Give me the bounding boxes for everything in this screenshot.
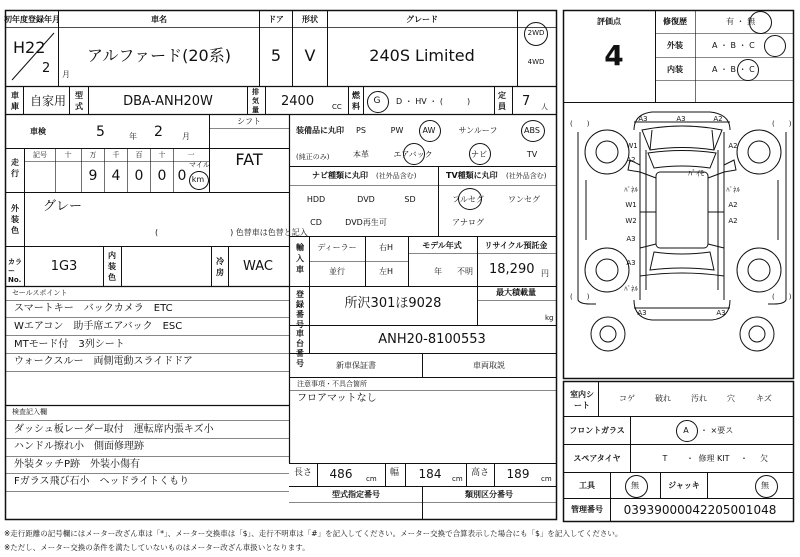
recycle-value: 18,290 (489, 262, 535, 277)
recycle-label: リサイクル預託金 (484, 241, 548, 250)
mark-label: 記号 (33, 151, 47, 159)
damage-mark: A3 (626, 235, 636, 243)
glass-label: フロントガラス (569, 426, 625, 435)
seat-kizu: キズ (756, 394, 772, 403)
tv-fullseg: フルセグ (452, 195, 484, 204)
cooler-value: WAC (243, 259, 273, 274)
damage-mark: A3 (626, 259, 636, 267)
tv-oneseg: ワンセグ (508, 195, 540, 204)
type-no-label: 型式指定番号 (332, 490, 380, 499)
unit-ichi: 一 (187, 151, 195, 159)
length-label: 長さ (294, 468, 313, 478)
chassis-value: ANH20-8100553 (378, 332, 486, 347)
reg-era: H22 (13, 38, 46, 57)
caution-text: フロアマットなし (297, 393, 377, 404)
reg-year-label: 初年度登録年月 (4, 15, 60, 24)
seat-yogore: 汚れ (691, 394, 707, 403)
equip-ps: PS (356, 126, 366, 135)
import-dealer: ディーラー (317, 243, 357, 252)
damage-mark: A3 (676, 115, 686, 123)
damage-mark: ﾊﾟﾈﾙ (624, 285, 638, 293)
digit-3: 0 (134, 168, 144, 184)
equip-sunroof: サンルーフ (458, 126, 498, 135)
model-value: DBA-ANH20W (123, 94, 213, 109)
damage-mark: W1 (626, 142, 638, 150)
seat-koge: コゲ (619, 394, 635, 403)
interior-circle (737, 59, 759, 81)
fuel-label: 燃料 (352, 91, 360, 111)
damage-mark: W2 (625, 217, 637, 225)
unit-sen: 千 (112, 151, 120, 159)
caution-label: 注意事項・不具合箇所 (297, 380, 367, 388)
registration-value: 所沢301ほ9028 (344, 296, 442, 311)
navi-dvd: DVD (357, 195, 375, 204)
jack-value: 無 (761, 481, 769, 490)
displacement: 2400 (281, 94, 315, 109)
import-label: 輸入車 (296, 243, 304, 274)
tool-label: 工具 (579, 481, 595, 490)
repair-circle (749, 11, 772, 34)
spare-missing: 欠 (760, 454, 768, 463)
displacement-label: 排気量 (252, 88, 259, 114)
mgmt-value: 03939000042205001048 (623, 503, 777, 517)
color-no-value: 1G3 (50, 259, 78, 274)
equipment-label: 装備品に丸印 (296, 126, 344, 135)
inspection-year: 5 (96, 124, 105, 140)
height-cm: cm (541, 475, 552, 483)
navi-sub: (社外品含む) (376, 172, 417, 180)
model-label: 型式 (75, 91, 83, 111)
use-value: 自家用 (30, 94, 67, 108)
damage-mark: A2 (728, 217, 738, 225)
exterior-label: 外装 (667, 41, 683, 50)
navi-cd: CD (310, 218, 322, 227)
digit-4: 0 (157, 168, 167, 184)
damage-mark: ﾊﾟﾈﾙ (624, 186, 638, 194)
interior-color-label: 内装色 (108, 251, 116, 282)
height-value: 189 (506, 467, 530, 481)
inspector-line-3: 外装タッチP跡 外装小傷有 (14, 459, 141, 470)
digit-5: 0 (177, 168, 187, 184)
model-year-unknown: 不明 (457, 267, 473, 276)
equip-abs: ABS (524, 126, 540, 135)
glass-a: A (683, 426, 689, 435)
doors: 5 (270, 46, 282, 65)
person-unit: 人 (541, 103, 548, 111)
length-cm: cm (366, 475, 377, 483)
exterior-options: A ・ B ・ C (712, 41, 755, 50)
unit-man: 万 (89, 151, 97, 159)
drive-4wd: 4WD (527, 58, 545, 66)
width-cm: cm (452, 475, 463, 483)
damage-mark: A2 (713, 115, 723, 123)
damage-mark: A2 (728, 142, 738, 150)
interior-label: 内装 (667, 65, 683, 74)
width-label: 幅 (390, 468, 400, 478)
center-mark: ﾊﾞｲﾓ (688, 169, 704, 178)
sales-line-2: Wエアコン 助手席エアバック ESC (14, 321, 183, 332)
body-shape: V (304, 46, 316, 65)
cooler-label: 冷房 (216, 257, 224, 277)
grade-value: 240S Limited (369, 46, 475, 65)
repair-label: 修復歴 (663, 17, 687, 26)
color-note: ( ) 色替車は色替と記入 (155, 228, 308, 237)
footer-line-1: ※走行距離の記号欄にはメーター改ざん車は「*」、メーター交換車は「$」、走行不明車は「#」を記入してください。メーター交換で合算表示した場合にも「$」を記入してください。 (4, 529, 623, 538)
inspection-month-unit: 月 (182, 132, 190, 141)
equip-navi: ナビ (471, 150, 487, 159)
spare-label: スペアタイヤ (573, 454, 621, 463)
navi-hdd: HDD (306, 195, 326, 204)
equip-airbag: エアバック (393, 150, 433, 159)
spare-sep1: ・ (686, 454, 694, 463)
inspection-month: 2 (154, 124, 163, 140)
equip-tv: TV (526, 150, 538, 159)
mgmt-label: 管理番号 (571, 505, 603, 514)
warranty-label: 新車保証書 (336, 361, 376, 370)
tv-analog: アナログ (452, 218, 484, 227)
shape-label: 形状 (302, 15, 318, 24)
year-unit: 年 (129, 132, 137, 141)
reg-month: 2 (42, 61, 51, 76)
navi-label: ナビ種類に丸印 (312, 171, 368, 180)
equip-aw: AW (422, 126, 436, 135)
seat-yabure: 破れ (655, 394, 671, 403)
spare-sep2: ・ (740, 454, 748, 463)
sales-line-4: ウォークスルー 両側電動スライドドア (14, 356, 193, 367)
import-right: 右H (378, 243, 394, 252)
mileage-label: 走行 (11, 158, 19, 178)
grade-label: グレード (406, 15, 438, 24)
class-no-label: 類別区分番号 (465, 490, 513, 499)
inspector-line-4: Fガラス飛び石小 ヘッドライトくもり (14, 476, 190, 487)
score-value: 4 (604, 39, 624, 72)
capacity: 7 (522, 94, 531, 109)
tool-value: 無 (631, 481, 639, 490)
damage-mark: W1 (625, 201, 637, 209)
glass-rest: ・ ×要ス (700, 426, 734, 435)
manual-label: 車両取説 (473, 361, 505, 370)
digit-2: 4 (111, 168, 121, 184)
color-value: グレー (43, 199, 83, 214)
damage-mark: A3 (637, 309, 647, 317)
width-value: 184 (418, 467, 442, 481)
car-name: アルファード(20系) (87, 46, 231, 65)
capacity-label: 定員 (498, 91, 506, 111)
km-label: km (191, 175, 205, 184)
unit-hyaku: 百 (135, 151, 143, 159)
model-year-unit: 年 (434, 267, 442, 276)
import-left: 左H (378, 267, 394, 276)
month-unit: 月 (62, 70, 70, 79)
color-no-label: カラーNo. (8, 258, 22, 284)
sales-line-1: スマートキー バックカメラ ETC (14, 303, 173, 314)
exterior-circle (764, 35, 786, 57)
length-value: 486 (329, 467, 353, 481)
height-label: 高さ (471, 468, 490, 478)
tv-sub: (社外品含む) (506, 172, 547, 180)
damage-mark: A2 (728, 201, 738, 209)
damage-mark: ﾊﾟﾈﾙ (726, 186, 740, 194)
color-label: 外装色 (11, 204, 19, 235)
footer-line-2: ※ただし、メーター交換の条件を満たしていないものはメーター改ざん車扱いとなります。 (4, 543, 310, 552)
paren-br: ( ) (772, 293, 792, 301)
equipment-sub: (純正のみ) (296, 153, 330, 161)
spare-kit: 修理 KIT (698, 454, 730, 463)
fuel-g: G (373, 96, 381, 106)
spare-t: T (662, 454, 668, 463)
unit-10man: 十 (64, 151, 72, 159)
import-parallel: 並行 (329, 267, 345, 276)
sales-line-3: MTモード付 3列シート (14, 339, 125, 350)
fuel-options: D ・ HV ・ ( ) (396, 97, 471, 106)
score-label: 評価点 (597, 17, 621, 26)
paren-bl: ( ) (570, 293, 590, 301)
car-diagram (578, 112, 786, 351)
door-label: ドア (268, 15, 284, 24)
registration-label: 登録番号 (296, 290, 304, 329)
equip-pw: PW (390, 126, 404, 135)
tv-label: TV種類に丸印 (446, 171, 498, 180)
jack-label: ジャッキ (668, 481, 700, 490)
inspector-line-2: ハンドル擦れ小 側面修理跡 (14, 441, 144, 452)
inspection-label: 車検 (30, 127, 46, 136)
shift-label: シフト (237, 117, 261, 126)
damage-mark: A3 (638, 115, 648, 123)
navi-sd: SD (404, 195, 416, 204)
recycle-yen: 円 (541, 269, 549, 278)
mile-label: マイル (189, 161, 210, 169)
unit-juu: 十 (158, 151, 166, 159)
damage-mark: A2 (626, 156, 636, 164)
chassis-label: 車台番号 (296, 329, 304, 368)
paren-tl: ( ) (570, 120, 590, 128)
seat-ana: 穴 (727, 394, 735, 403)
equip-leather: 本革 (353, 150, 369, 159)
interior-options: A ・ B ・ C (712, 65, 755, 74)
car-name-label: 車名 (151, 15, 167, 24)
damage-mark: A3 (716, 309, 726, 317)
paren-tr: ( ) (772, 120, 792, 128)
seat-label: 室内シート (570, 390, 594, 410)
inspector-label: 検査記入欄 (12, 408, 47, 416)
use-label: 車庫 (11, 91, 19, 111)
drive-2wd: 2WD (527, 29, 545, 37)
max-load-label: 最大積載量 (496, 288, 536, 297)
digit-1: 9 (88, 168, 98, 184)
sales-point-label: セールスポイント (12, 289, 68, 297)
navi-dvd-play: DVD再生可 (345, 218, 387, 227)
max-load-kg: kg (545, 314, 554, 322)
shift-value: FAT (235, 150, 263, 169)
inspector-line-1: ダッシュ板レーダー取付 運転席内張キズ小 (14, 424, 214, 435)
cc-unit: CC (332, 103, 342, 111)
model-year-label: モデル年式 (422, 241, 462, 250)
repair-options: 有 ・ 無 (726, 17, 756, 26)
